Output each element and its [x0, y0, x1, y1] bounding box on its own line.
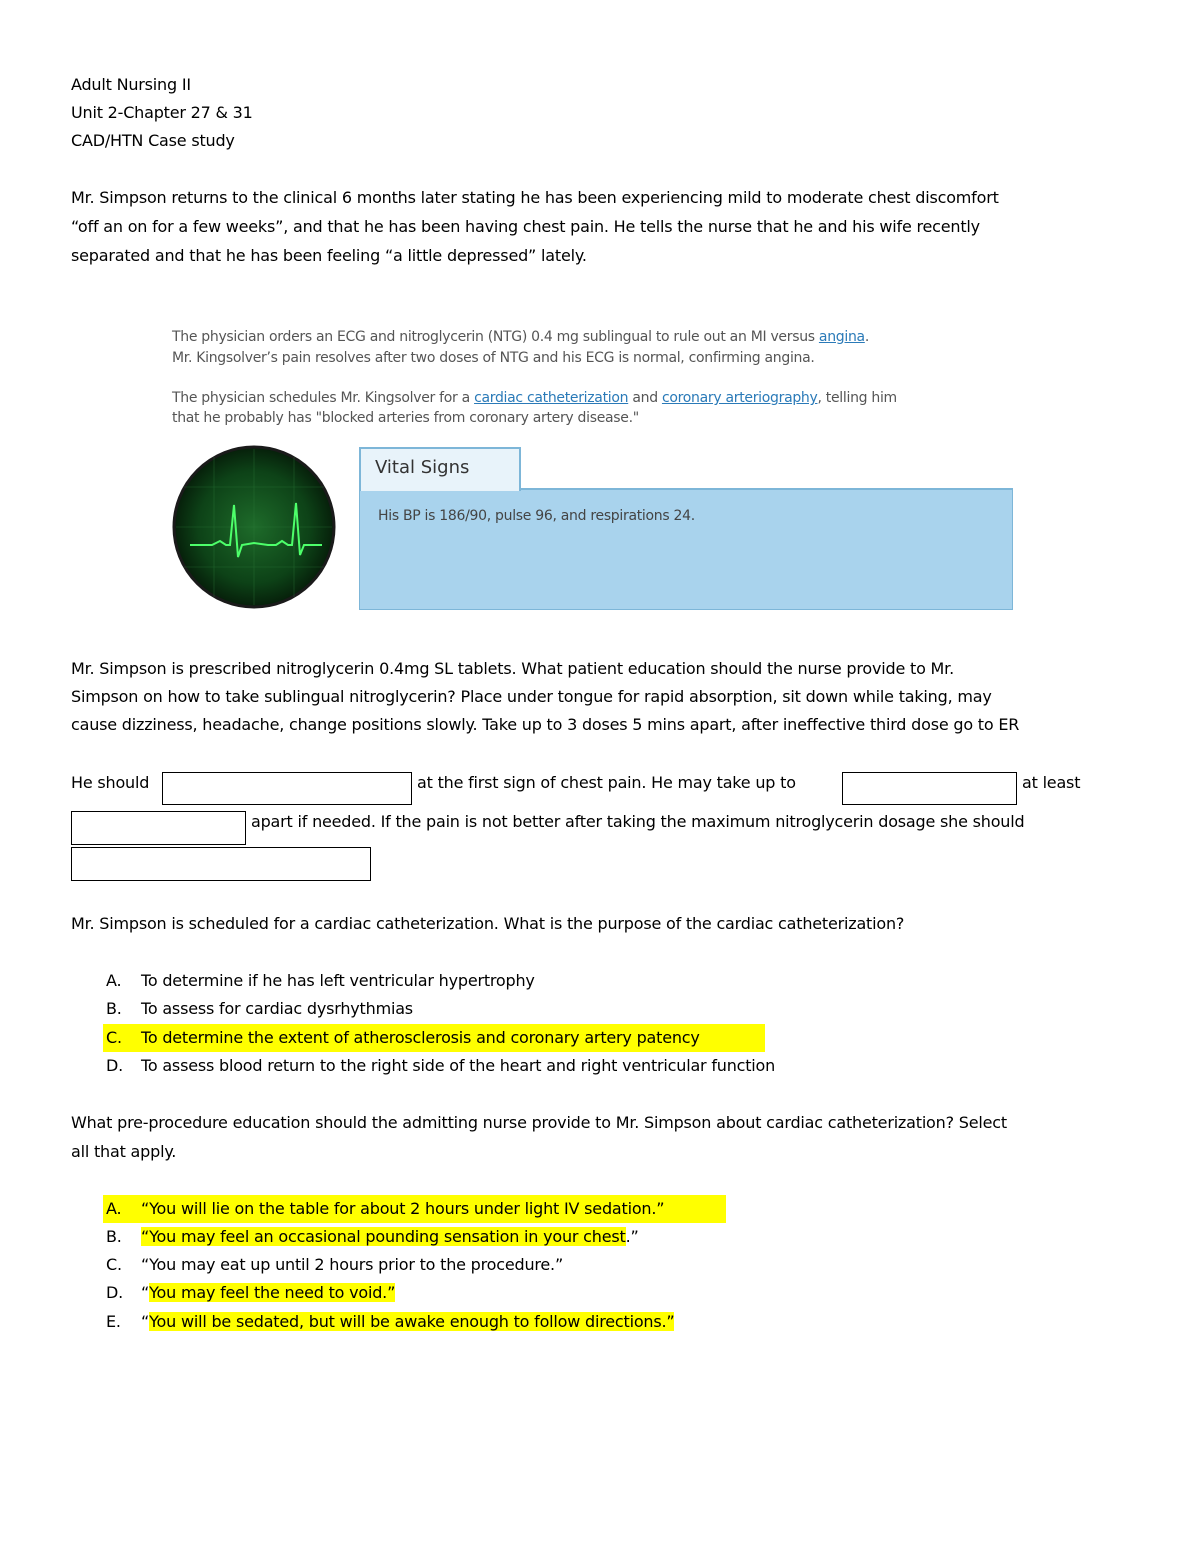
blank-field-1[interactable]	[162, 772, 412, 805]
blank-field-4[interactable]	[71, 847, 371, 881]
vital-signs-text: His BP is 186/90, pulse 96, and respirations 24.	[378, 508, 695, 524]
inset-p2-line2: that he probably has "blocked arteries from coronary artery disease."	[172, 410, 639, 426]
inset-p1-line1: The physician orders an ECG and nitroglycerin (NTG) 0.4 mg sublingual to rule out an MI versus angina.	[172, 329, 869, 345]
q1-option-c-highlighted	[103, 1024, 765, 1052]
q2-option-e-text: “You will be sedated, but will be awake enough to follow directions.”	[141, 1312, 675, 1331]
case-study-title: CAD/HTN Case study	[71, 131, 235, 150]
q1-option-d-letter: D.	[106, 1056, 124, 1075]
q2-option-c-text: “You may eat up until 2 hours prior to the procedure.”	[141, 1255, 564, 1274]
cardiac-catheterization-link[interactable]: cardiac catheterization	[474, 390, 629, 406]
inset-p1-line2: Mr. Kingsolver’s pain resolves after two doses of NTG and his ECG is normal, confirming angina.	[172, 350, 815, 366]
intro-line-2: “off an on for a few weeks”, and that he has been having chest pain. He tells the nurse that he and his wife recently	[71, 217, 980, 236]
nitro-line-3: cause dizziness, headache, change positions slowly. Take up to 3 doses 5 mins apart, after ineffective third dose go to ER	[71, 715, 1020, 734]
fill-text-2: at the first sign of chest pain. He may take up to	[417, 773, 796, 792]
blank-field-3[interactable]	[71, 811, 246, 845]
q1-option-a-text: To determine if he has left ventricular hypertrophy	[141, 971, 535, 990]
embedded-screenshot	[172, 322, 1017, 617]
tab-vital-signs[interactable]: Vital Signs	[359, 447, 521, 491]
coronary-arteriography-link[interactable]: coronary arteriography	[661, 390, 818, 406]
q1-option-a-letter: A.	[106, 971, 122, 990]
question-2-line-1: What pre-procedure education should the admitting nurse provide to Mr. Simpson about cardiac catheterization? Select	[71, 1113, 1007, 1132]
q1-option-b-text: To assess for cardiac dysrhythmias	[141, 999, 413, 1018]
q2-option-b-text: “You may feel an occasional pounding sensation in your chest.”	[141, 1227, 639, 1246]
q2-option-e-letter: E.	[106, 1312, 121, 1331]
q2-option-d-letter: D.	[106, 1283, 124, 1302]
q2-option-a-highlighted	[103, 1195, 726, 1223]
fill-text-3: at least	[1022, 773, 1081, 792]
q1-option-c-letter: C.	[106, 1028, 122, 1047]
q2-option-b-letter: B.	[106, 1227, 122, 1246]
fill-text-1: He should	[71, 773, 150, 792]
q1-option-c-text: To determine the extent of atherosclerosis and coronary artery patency	[141, 1028, 700, 1047]
q2-option-a-letter: A.	[106, 1199, 122, 1218]
q2-option-c-letter: C.	[106, 1255, 122, 1274]
question-2-line-2: all that apply.	[71, 1142, 177, 1161]
fill-text-4: apart if needed. If the pain is not better after taking the maximum nitroglycerin dosage she should	[251, 812, 1025, 831]
nitro-line-2: Simpson on how to take sublingual nitroglycerin? Place under tongue for rapid absorption, sit down while taking, may	[71, 687, 992, 706]
intro-line-3: separated and that he has been feeling “a little depressed” lately.	[71, 246, 587, 265]
intro-line-1: Mr. Simpson returns to the clinical 6 months later stating he has been experiencing mild to moderate chest discomfort	[71, 188, 999, 207]
angina-link[interactable]: angina	[818, 329, 865, 345]
q2-option-a-text: “You will lie on the table for about 2 hours under light IV sedation.”	[141, 1199, 665, 1218]
q1-option-d-text: To assess blood return to the right side of the heart and right ventricular function	[141, 1056, 776, 1075]
unit-title: Unit 2-Chapter 27 & 31	[71, 103, 253, 122]
q1-option-b-letter: B.	[106, 999, 122, 1018]
nitro-line-1: Mr. Simpson is prescribed nitroglycerin 0.4mg SL tablets. What patient education should the nurse provide to Mr.	[71, 659, 954, 678]
tab-divider	[520, 488, 1013, 490]
blank-field-2[interactable]	[842, 772, 1017, 805]
course-title: Adult Nursing II	[71, 75, 191, 94]
oscilloscope-ecg-icon	[172, 445, 336, 609]
q2-option-d-text: “You may feel the need to void.”	[141, 1283, 396, 1302]
vital-signs-panel	[359, 489, 1013, 610]
question-1: Mr. Simpson is scheduled for a cardiac catheterization. What is the purpose of the cardiac catheterization?	[71, 914, 905, 933]
inset-p2-line1: The physician schedules Mr. Kingsolver for a cardiac catheterization and coronary arteriography, telling him	[172, 390, 897, 406]
